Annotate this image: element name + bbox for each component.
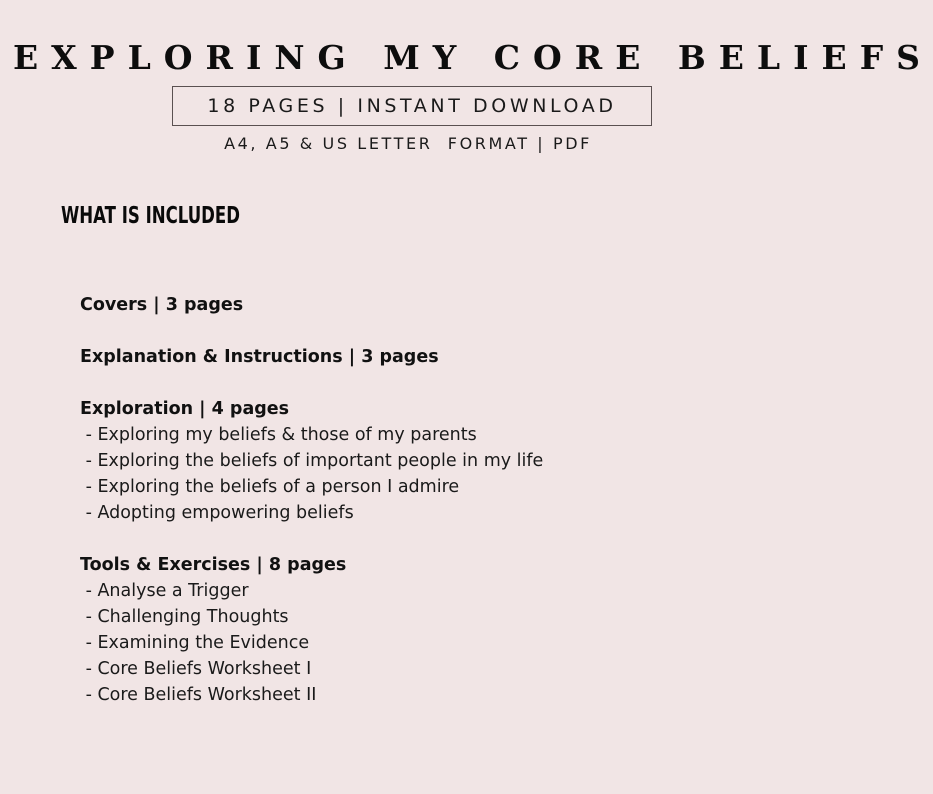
section-title: Explanation & Instructions | 3 pages — [80, 347, 439, 367]
section-title: Covers | 3 pages — [80, 295, 244, 315]
section-covers — [80, 292, 543, 318]
section-title: Tools & Exercises | 8 pages — [80, 555, 347, 575]
section-exploration — [80, 396, 543, 526]
list-item: - Exploring the beliefs of a person I admire — [80, 477, 460, 497]
list-item: - Core Beliefs Worksheet II — [80, 685, 317, 705]
list-item: - Adopting empowering beliefs — [80, 503, 354, 523]
list-item: - Exploring the beliefs of important people in my life — [80, 451, 544, 471]
pages-download-box — [172, 86, 652, 126]
page-title: EXPLORING MY CORE BELIEFS — [13, 38, 933, 77]
pages-download-text: 18 PAGES | INSTANT DOWNLOAD — [207, 95, 617, 117]
format-line: A4, A5 & US LETTER FORMAT | PDF — [224, 134, 592, 153]
list-item: - Core Beliefs Worksheet I — [80, 659, 312, 679]
section-tools — [80, 552, 543, 708]
included-content — [80, 292, 543, 734]
list-item: - Exploring my beliefs & those of my parents — [80, 425, 477, 445]
included-heading: WHAT IS INCLUDED — [61, 203, 240, 229]
list-item: - Challenging Thoughts — [80, 607, 289, 627]
section-title: Exploration | 4 pages — [80, 399, 290, 419]
list-item: - Analyse a Trigger — [80, 581, 249, 601]
section-explanation — [80, 344, 543, 370]
list-item: - Examining the Evidence — [80, 633, 310, 653]
